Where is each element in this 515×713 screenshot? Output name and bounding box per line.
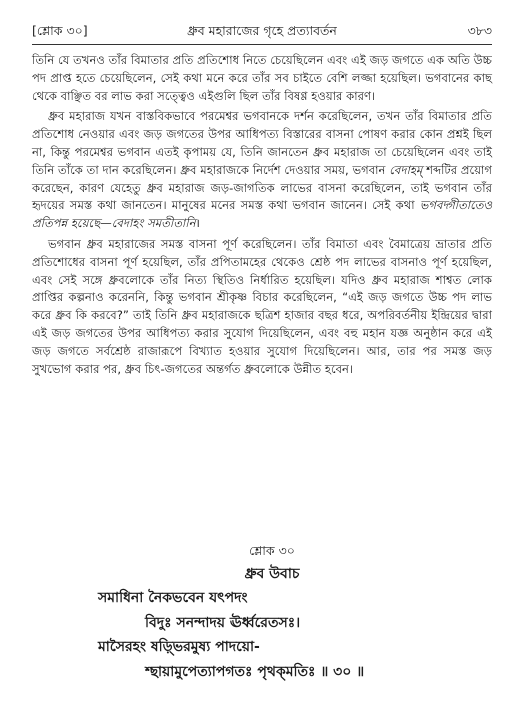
verse-line: বিদুঃ সনন্দাদয় ঊর্ধ্বরেতসঃ। bbox=[145, 614, 301, 631]
verse-line: মাসৈরহং ষড়্ভিরমুষ্য পাদয়ো- bbox=[98, 639, 260, 655]
page-number: ৩৮৩ bbox=[467, 23, 492, 38]
text-run: ধ্রুব মহারাজ যখন বাস্তবিকভাবে পরমেশ্বর ভগবানকে দর্শন করেছিলেন, তখন তাঁর বিমাতার প্রতি প্রতিশোধ নেওয়ার এবং জড় জগতের উপর আধিপত্য বিস্তারের বাসনা পোষণ করার কোন প্রশ্নই ছিল না, কিন্তু পরমেশ্বর ভগবান এতই কৃপাময় যে, তিনি জানতেন ধ্রুব মহারাজ তা চেয়েছিলেন এবং তাই তিনি তাঁকে তা দান করেছিলেন। ধ্রুব মহারাজকে নির্দেশ দেওয়ার সময়, ভগবান bbox=[32, 109, 492, 177]
purport-text bbox=[32, 52, 492, 381]
text-run: তিনি যে তখনও তাঁর বিমাতার প্রতি প্রতিশোধ নিতে চেয়েছিলেন এবং এই জড় জগতে এক অতি উচ্চ পদ প্রাপ্ত হতে চেয়েছিলেন, সেই কথা মনে করে তাঁর সব চাইতে বেশি লজ্জা হয়েছিল। ভগবানের কাছ থেকে বাঞ্ছিত বর লাভ করা সত্ত্বেও এইগুলি ছিল তাঁর বিষণ্ণ হওয়ার কারণ। bbox=[32, 53, 492, 103]
paragraph bbox=[32, 236, 492, 378]
verse-line: শ্ছায়ামুপেত্যাপগতঃ পৃথক্‌মতিঃ ॥ ৩০ ॥ bbox=[145, 663, 365, 680]
text-run: । bbox=[195, 216, 200, 231]
verse-reference: [শ্লোক ৩০] bbox=[32, 23, 88, 38]
text-run: শব্দটির প্রয়োগ করেছেন, কারণ যেহেতু ধ্রুব মহারাজ জড়-জাগতিক লাভের বাসনা করেছিলেন, তাই ভগবান তাঁর হৃদয়ের সমস্ত কথা জানতেন। মানুষের মনের সমস্ত কথা ভগবান জানেন। সেই কথা bbox=[32, 162, 492, 213]
paragraph bbox=[32, 52, 492, 105]
italic-text: ভগবদ্গীতাতেও প্রতিপন্ন হয়েছে—বেদাহং সমতীতানি bbox=[32, 198, 492, 231]
verse-block bbox=[32, 540, 492, 684]
verse-number: শ্লোক ৩০ bbox=[249, 543, 295, 558]
verse-speaker: ধ্রুব উবাচ bbox=[244, 566, 300, 582]
verse-line: সমাধিনা নৈকভবেন যৎপদং bbox=[98, 590, 248, 606]
paragraph bbox=[32, 108, 492, 233]
chapter-title: ধ্রুব মহারাজের গৃহে প্রত্যাবর্তন bbox=[187, 23, 337, 38]
running-header bbox=[32, 20, 492, 42]
text-run: ভগবান ধ্রুব মহারাজের সমস্ত বাসনা পূর্ণ করেছিলেন। তাঁর বিমাতা এবং বৈমাত্রেয় ভ্রাতার প্রতি প্রতিশোধের বাসনা পূর্ণ হয়েছিল, তাঁর প্রপিতামহের থেকেও শ্রেষ্ঠ পদ লাভের বাসনাও পূর্ণ হয়েছিল, এবং সেই সঙ্গে ধ্রুবলোকে তাঁর নিত্য স্থিতিও নির্ধারিত হয়েছিল। যদিও ধ্রুব মহারাজ শাশ্বত লোক প্রাপ্তির কল্পনাও করেননি, কিন্তু ভগবান শ্রীকৃষ্ণ বিচার করেছিলেন, “এই জড় জগতে উচ্চ পদ লাভ করে ধ্রুব কি করবে?” তাই তিনি ধ্রুব মহারাজকে ছত্রিশ হাজার বছর ধরে, অপরিবর্তনীয় ইন্দ্রিয়ের দ্বারা এই জড় জগতের উপর আধিপত্য করার সুযোগ দিয়েছিলেন, এবং বহু মহান যজ্ঞ অনুষ্ঠান করে এই জড় জগতে সর্বশ্রেষ্ঠ রাজারূপে বিখ্যাত হওয়ার সুযোগ দিয়েছিলেন। আর, তার পর সমস্ত জড় সুখভোগ করার পর, ধ্রুব চিৎ-জগতের অন্তর্গত ধ্রুবলোকে উন্নীত হবেন। bbox=[32, 236, 492, 376]
italic-text: বেদাহম্‌ bbox=[389, 162, 423, 177]
header-rule bbox=[32, 44, 492, 45]
